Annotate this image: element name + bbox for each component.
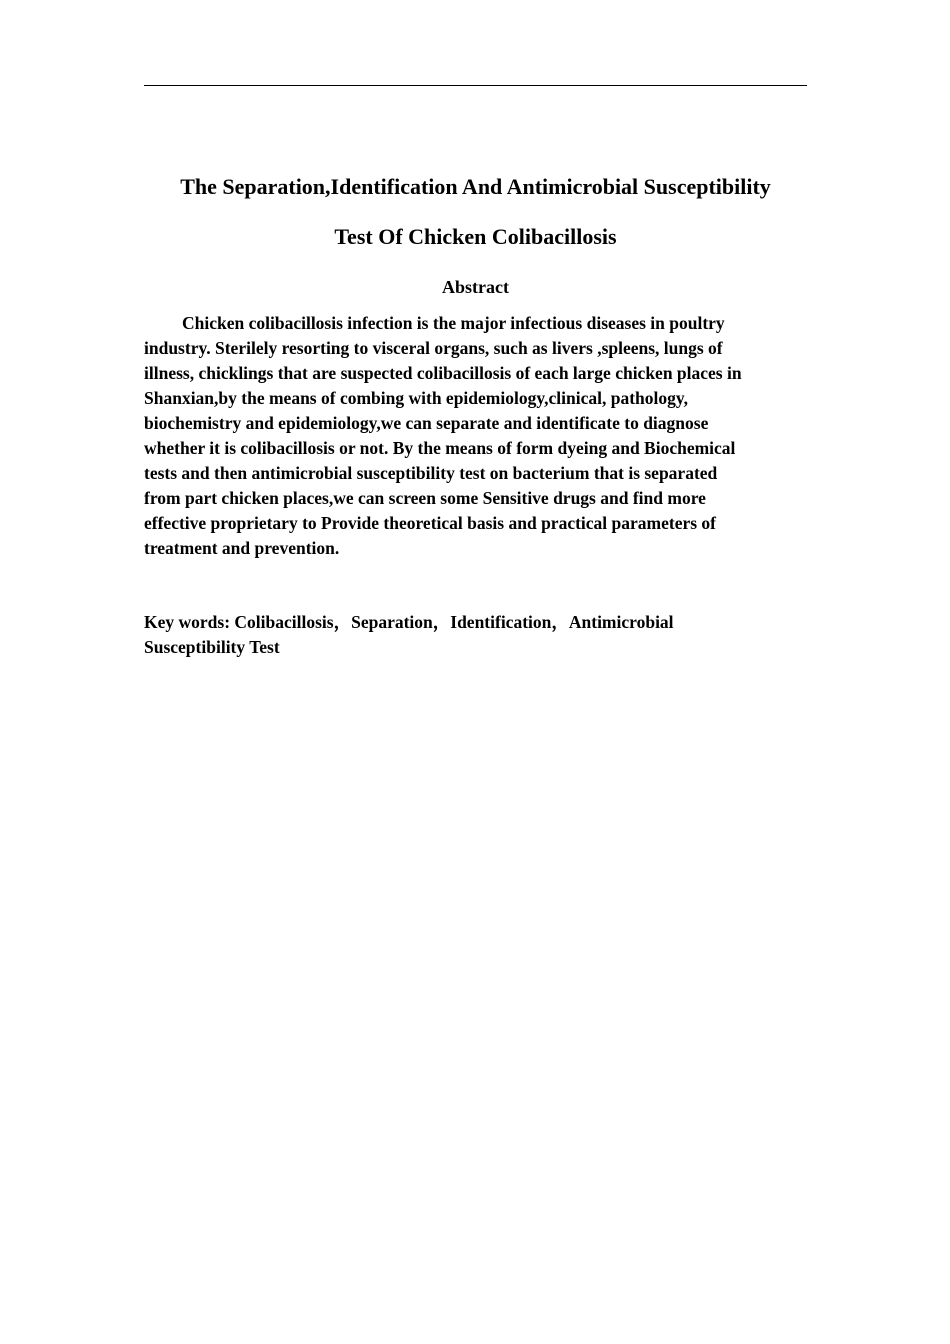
abstract-body xyxy=(144,311,807,561)
title-line-2: Test Of Chicken Colibacillosis xyxy=(334,224,617,249)
document-title xyxy=(144,162,807,262)
abstract-line-1: Chicken colibacillosis infection is the major infectious diseases in poultry xyxy=(182,313,725,333)
abstract-line-9: effective proprietary to Provide theoretical basis and practical parameters of xyxy=(144,513,717,533)
abstract-line-8: from part chicken places,we can screen some Sensitive drugs and find more xyxy=(144,488,706,508)
keywords xyxy=(144,610,807,660)
keywords-line-2: Susceptibility Test xyxy=(144,637,280,657)
abstract-line-2: industry. Sterilely resorting to visceral organs, such as livers ,spleens, lungs of xyxy=(144,338,723,358)
abstract-heading: Abstract xyxy=(442,277,509,297)
title-line-1: The Separation,Identification And Antimicrobial Susceptibility xyxy=(180,174,771,199)
abstract-line-6: whether it is colibacillosis or not. By the means of form dyeing and Biochemical xyxy=(144,438,736,458)
header-rule xyxy=(144,85,807,86)
abstract-line-3: illness, chicklings that are suspected colibacillosis of each large chicken places in xyxy=(144,363,742,383)
abstract-line-7: tests and then antimicrobial susceptibility test on bacterium that is separated xyxy=(144,463,718,483)
abstract-line-5: biochemistry and epidemiology,we can separate and identificate to diagnose xyxy=(144,413,709,433)
abstract-line-10: treatment and prevention. xyxy=(144,538,340,558)
keywords-line-1: Key words: Colibacillosis，Separation，Identification，Antimicrobial xyxy=(144,612,674,632)
abstract-line-4: Shanxian,by the means of combing with epidemiology,clinical, pathology, xyxy=(144,388,689,408)
